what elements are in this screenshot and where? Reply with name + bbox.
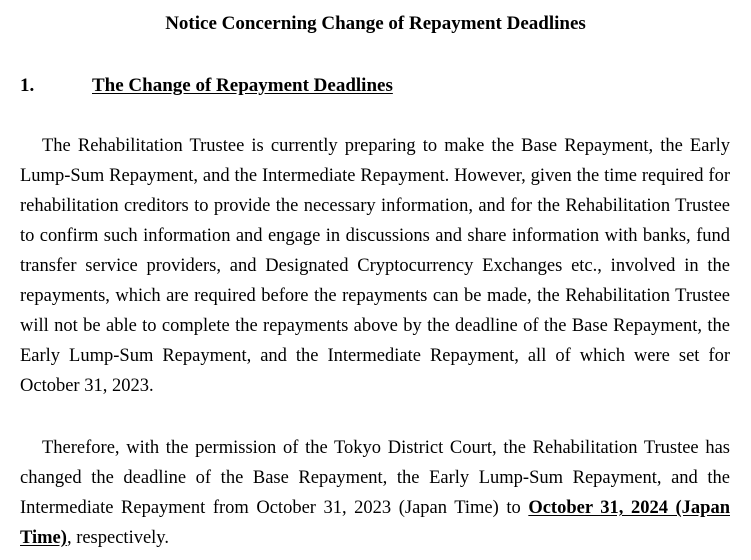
paragraph-new-deadline-text: Therefore, with the permission of the Tokyo District Court, the Rehabilitation Trustee has changed the deadline of the Base Repayment, the Early Lump-Sum Repayment, and the Intermediate Repayment from October 31, 2023 (Japan Time) to — [20, 438, 730, 518]
section-heading — [20, 74, 393, 98]
section-title: The Change of Repayment Deadlines — [92, 75, 393, 96]
section-number: 1. — [20, 75, 35, 96]
new-deadline-date: October 31, 2024 (Japan Time) — [20, 498, 730, 548]
paragraph-new-deadline-ending: , respectively. — [66, 528, 169, 548]
document-title: Notice Concerning Change of Repayment Deadlines — [165, 13, 586, 34]
paragraph-new-deadline — [20, 433, 730, 553]
paragraph-repayment-delay: The Rehabilitation Trustee is currently preparing to make the Base Repayment, the Early Lump-Sum Repayment, and the Intermediate Repayment. However, given the time required for rehabilitation creditors to provide the necessary information, and for the Rehabilitation Trustee to confirm such information and engage in discussions and share information with banks, fund transfer service providers, and Designated Cryptocurrency Exchanges etc., involved in the repayments, which are required before the repayments can be made, the Rehabilitation Trustee will not be able to complete the repayments above by the deadline of the Base Repayment, the Early Lump-Sum Repayment, and the Intermediate Repayment, all of which were set for October 31, 2023. — [20, 136, 730, 396]
